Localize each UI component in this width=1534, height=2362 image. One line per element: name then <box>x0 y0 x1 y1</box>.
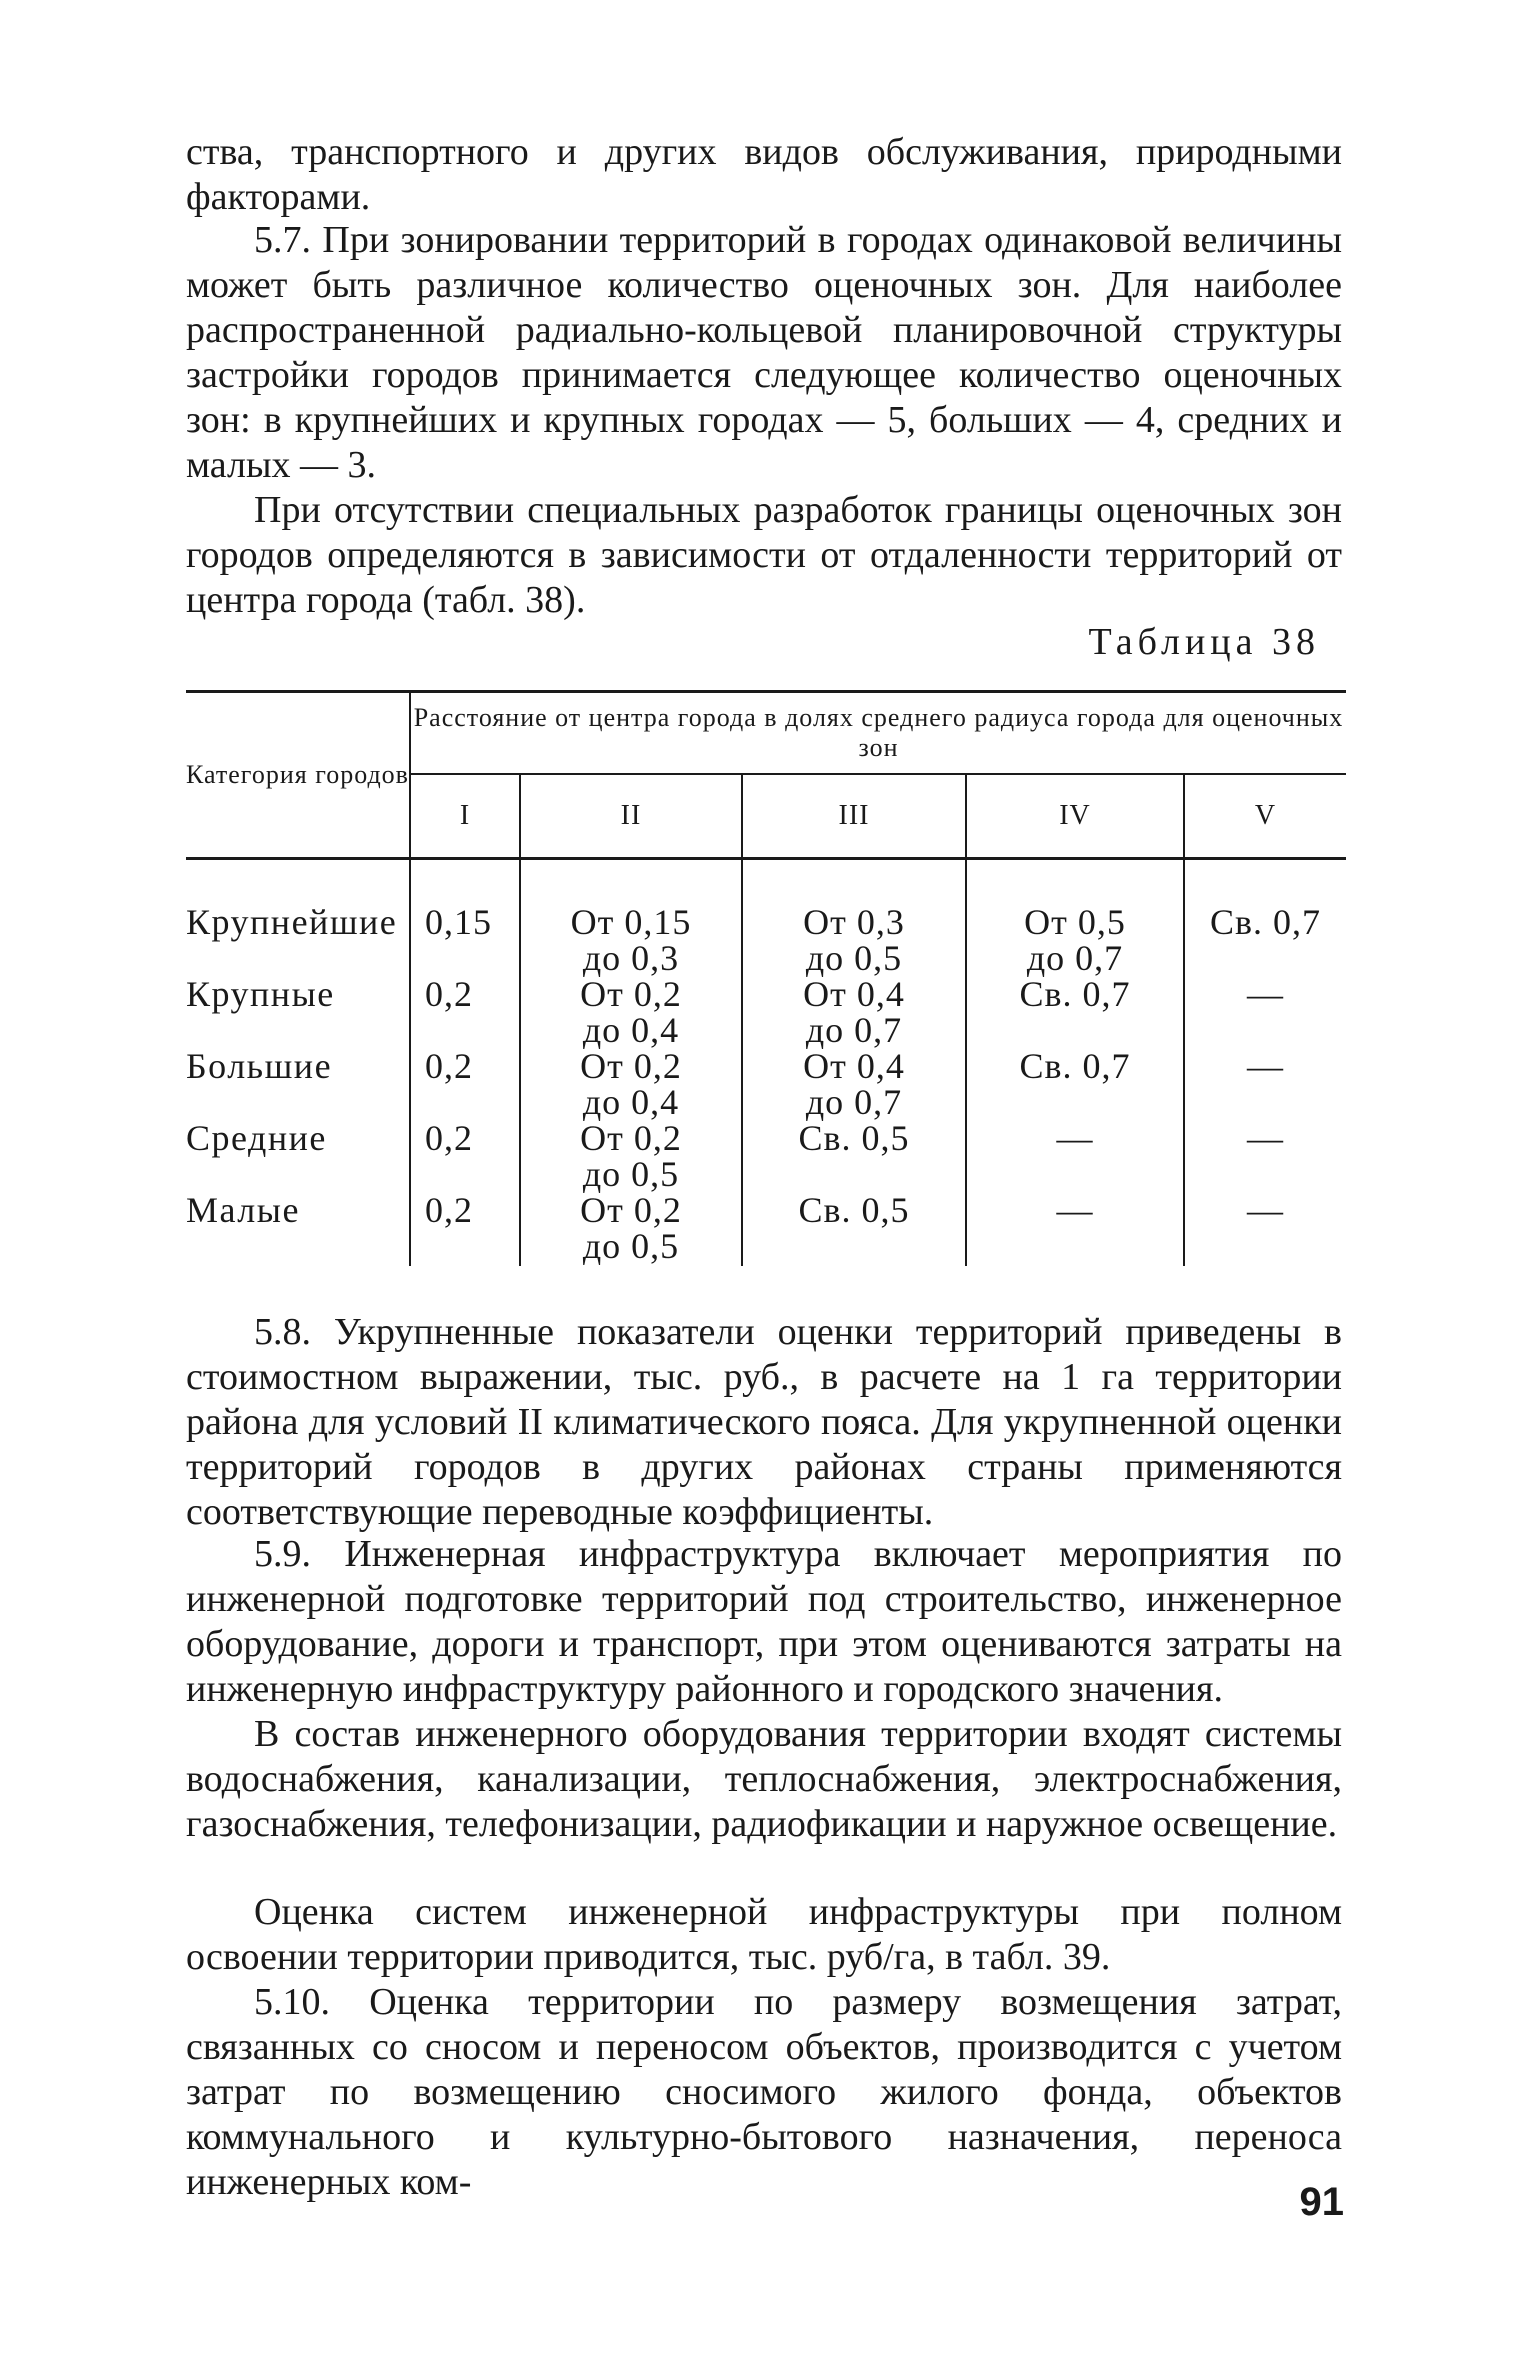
header-distance-group: Расстояние от центра города в долях среднего радиуса города для оценочных зон <box>410 692 1346 775</box>
cell-zone-4: Св. 0,7 <box>966 1048 1184 1120</box>
row-category: Малые <box>186 1190 300 1230</box>
table-spacer-row <box>186 859 1346 905</box>
table-row <box>186 1048 1346 1120</box>
cell-zone-5: Св. 0,7 <box>1184 904 1346 976</box>
cell-zone-3: Св. 0,5 <box>742 1120 966 1192</box>
cell-zone-3: От 0,3 до 0,5 <box>742 904 966 976</box>
table-row <box>186 1192 1346 1266</box>
header-zone-1: I <box>410 774 520 859</box>
cell-zone-5: — <box>1184 1192 1346 1266</box>
header-zone-2: II <box>520 774 742 859</box>
cell-zone-1: 0,2 <box>410 1048 520 1120</box>
cell-zone-5: — <box>1184 1048 1346 1120</box>
table-row <box>186 976 1346 1048</box>
cell-zone-1: 0,2 <box>410 1192 520 1266</box>
table-38 <box>186 690 1346 1266</box>
paragraph-continuation: ства, транспортного и других видов обслуживания, природными факторами. <box>186 131 1342 218</box>
paragraph-zone-boundaries: При отсутствии специальных разработок границы оценочных зон городов определяются в зависимости от отдаленности территорий от центра города (табл. 38). <box>186 489 1342 621</box>
table-row <box>186 1120 1346 1192</box>
row-category: Большие <box>186 1046 333 1086</box>
paragraph-5-7: 5.7. При зонировании территорий в городах одинаковой величины может быть различное количество оценочных зон. Для наиболее распространенной радиально-кольцевой планировочной структуры застройки городов принимается следующее количество оценочных зон: в крупнейших и крупных городах — 5, больших — 4, средних и малых — 3. <box>186 219 1342 486</box>
row-category: Крупные <box>186 974 335 1014</box>
header-category: Категория городов <box>186 760 409 789</box>
paragraph-infrastructure-assessment: Оценка систем инженерной инфраструктуры при полном освоении территории приводится, тыс. руб/га, в табл. 39. <box>186 1891 1342 1978</box>
row-category: Крупнейшие <box>186 902 398 942</box>
paragraph-5-9: 5.9. Инженерная инфраструктура включает мероприятия по инженерной подготовке территорий под строительство, инженерное оборудование, дороги и транспорт, при этом оцениваются затраты на инженерную инфраструктуру районного и городского значения. <box>186 1533 1342 1710</box>
table-row <box>186 904 1346 976</box>
page-number: 91 <box>1299 2180 1344 2224</box>
cell-zone-4: — <box>966 1120 1184 1192</box>
cell-zone-3: От 0,4 до 0,7 <box>742 1048 966 1120</box>
cell-zone-2: От 0,2 до 0,4 <box>520 1048 742 1120</box>
cell-zone-2: От 0,15 до 0,3 <box>520 904 742 976</box>
cell-zone-2: От 0,2 до 0,5 <box>520 1192 742 1266</box>
header-zone-4: IV <box>966 774 1184 859</box>
cell-zone-4: Св. 0,7 <box>966 976 1184 1048</box>
cell-zone-3: Св. 0,5 <box>742 1192 966 1266</box>
cell-zone-3: От 0,4 до 0,7 <box>742 976 966 1048</box>
paragraph-5-8: 5.8. Укрупненные показатели оценки территорий приведены в стоимостном выражении, тыс. руб., в расчете на 1 га территории района для условий II климатического пояса. Для укрупненной оценки территорий городов в других районах страны применяются соответствующие переводные коэффициенты. <box>186 1311 1342 1533</box>
table-caption: Таблица 38 <box>1088 621 1320 663</box>
cell-zone-5: — <box>1184 976 1346 1048</box>
cell-zone-4: От 0,5 до 0,7 <box>966 904 1184 976</box>
header-zone-3: III <box>742 774 966 859</box>
row-category: Средние <box>186 1118 327 1158</box>
paragraph-5-10: 5.10. Оценка территории по размеру возмещения затрат, связанных со сносом и переносом объектов, производится с учетом затрат по возмещению сносимого жилого фонда, объектов коммунального и культурно-бытового назначения, переноса инженерных ком- <box>186 1981 1342 2203</box>
cell-zone-2: От 0,2 до 0,5 <box>520 1120 742 1192</box>
cell-zone-2: От 0,2 до 0,4 <box>520 976 742 1048</box>
cell-zone-1: 0,15 <box>410 904 520 976</box>
cell-zone-1: 0,2 <box>410 976 520 1048</box>
cell-zone-5: — <box>1184 1120 1346 1192</box>
paragraph-engineering-equipment: В состав инженерного оборудования территории входят системы водоснабжения, канализации, теплоснабжения, электроснабжения, газоснабжения, телефонизации, радиофикации и наружное освещение. <box>186 1713 1342 1845</box>
cell-zone-1: 0,2 <box>410 1120 520 1192</box>
cell-zone-4: — <box>966 1192 1184 1266</box>
header-zone-5: V <box>1184 774 1346 859</box>
